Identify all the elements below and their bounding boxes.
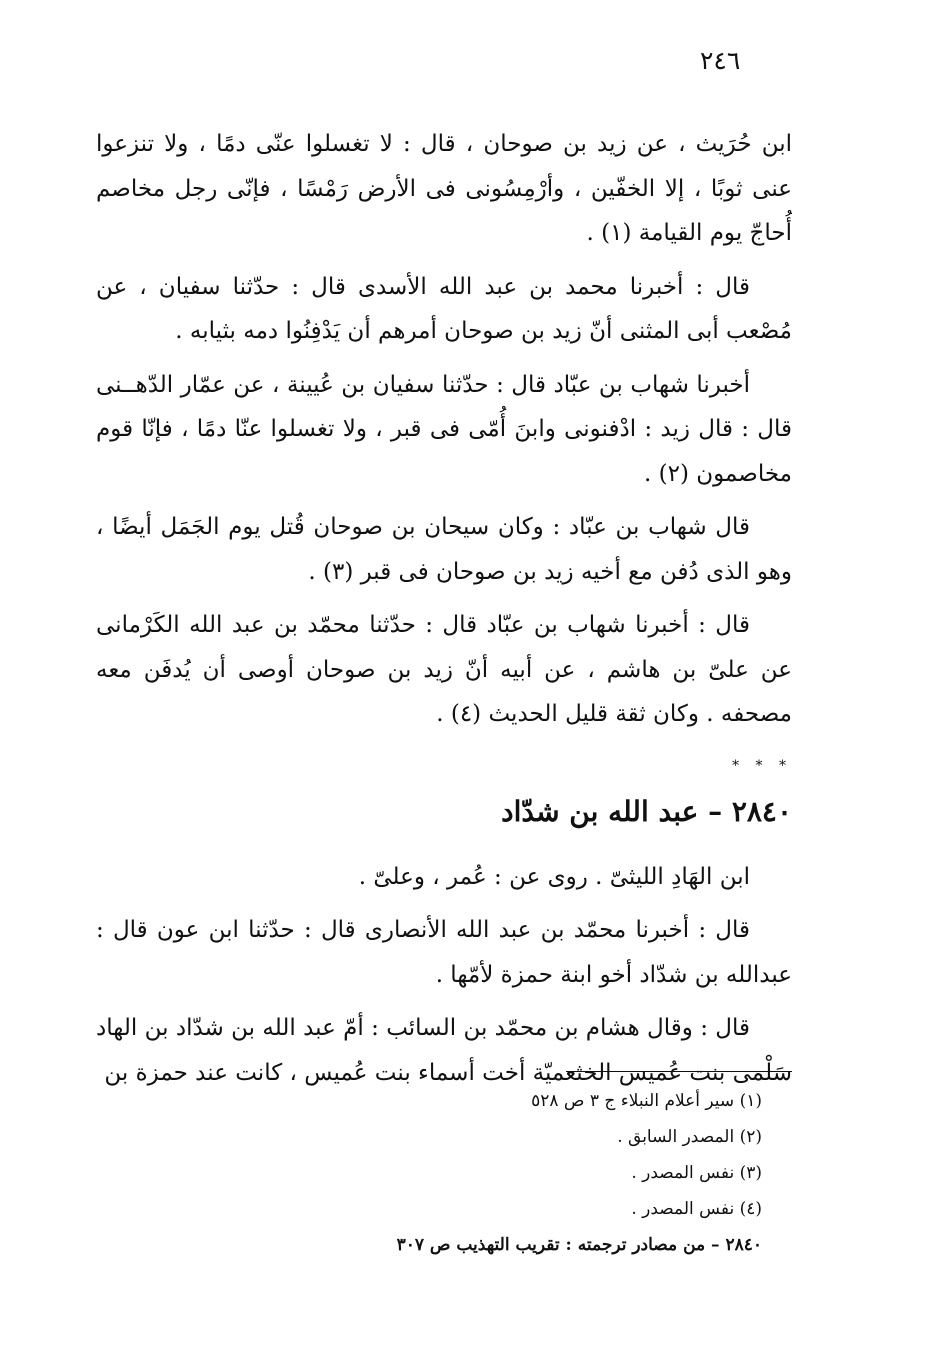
entry-heading: ٢٨٤٠ – عبد الله بن شدّاد <box>501 794 792 828</box>
paragraph-continuation: ابن حُرَيث ، عن زيد بن صوحان ، قال : لا تغسلوا عنّى دمًا ، ولا تنزعوا عنى ثوبًا ، إلا الخفّين ، وأرْمِسُونى فى الأرض رَمْسًا ، فإنّى رجل مخاصم أُحاجّ يوم القيامة (١) . <box>96 131 792 246</box>
source-note: ٢٨٤٠ – من مصادر ترجمته : تقريب التهذيب ص ٣٠٧ <box>396 1235 762 1255</box>
paragraph: قال : أخبرنا محمد بن عبد الله الأسدى قال : حدّثنا سفيان ، عن مُصْعب أبى المثنى أنّ زيد بن صوحان أمرهم أن يَدْفِنُوا دمه بثيابه . <box>96 273 792 344</box>
paragraph: قال شهاب بن عبّاد : وكان سيحان بن صوحان قُتل يوم الجَمَل أيضًا ، وهو الذى دُفن مع أخيه زيد بن صوحان فى قبر (٣) . <box>96 514 792 585</box>
footnote: (٢) المصدر السابق . <box>617 1127 762 1147</box>
paragraph: أخبرنا شهاب بن عبّاد قال : حدّثنا سفيان بن عُيينة ، عن عمّار الدّهــنى قال : قال زيد : ادْفنونى وابنَ أُمّى فى قبر ، ولا تغسلوا عنّا دمًا ، فإنّا قوم مخاصمون (٢) . <box>96 371 792 487</box>
paragraph: ابن الهَادِ الليثىّ . روى عن : عُمر ، وعلىّ . <box>358 863 750 890</box>
page-number: ٢٤٦ <box>700 46 741 75</box>
footnote: (٤) نفس المصدر . <box>631 1199 762 1219</box>
footnote-divider <box>566 1071 792 1072</box>
main-text <box>96 122 792 1104</box>
section-separator: * * * <box>732 757 792 774</box>
paragraph: قال : وقال هشام بن محمّد بن السائب : أمّ عبد الله بن شدّاد بن الهاد سَلْمى بنت عُميس الخثعميّة أخت أسماء بنت عُميس ، كانت عند حمزة بن <box>96 1015 792 1086</box>
footnote: (٣) نفس المصدر . <box>631 1163 762 1183</box>
footnotes <box>300 1083 762 1263</box>
footnote: (١) سير أعلام النبلاء ج ٣ ص ٥٢٨ <box>531 1091 762 1111</box>
paragraph: قال : أخبرنا شهاب بن عبّاد قال : حدّثنا محمّد بن عبد الله الكَرْمانى عن علىّ بن هاشم ، عن أبيه أنّ زيد بن صوحان أوصى أن يُدفَن معه مصحفه . وكان ثقة قليل الحديث (٤) . <box>96 612 792 727</box>
paragraph: قال : أخبرنا محمّد بن عبد الله الأنصارى قال : حدّثنا ابن عون قال : عبدالله بن شدّاد أخو ابنة حمزة لأمّها . <box>96 917 792 988</box>
